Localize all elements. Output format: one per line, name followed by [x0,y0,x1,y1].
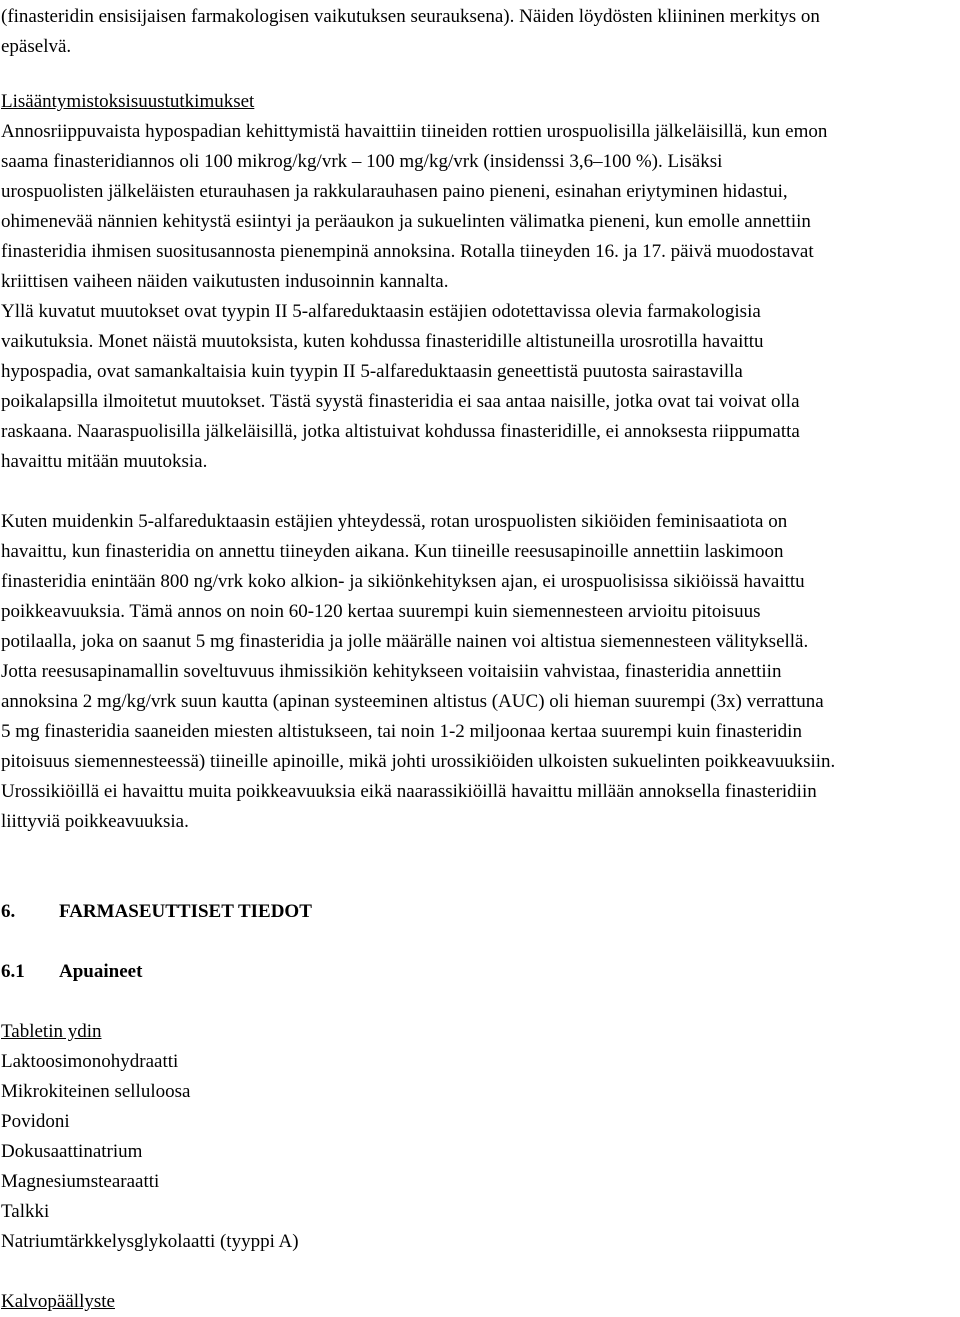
reproductive-line-3: urospuolisten jälkeläisten eturauhasen ja rakkularauhasen paino pieneni, esinahan eriytyminen hidastui, [1,181,788,202]
paragraph2-line-5: potilaalla, joka on saanut 5 mg finasteridia ja jolle määrälle nainen voi altistua siemennesteen välityksellä. [1,631,809,652]
paragraph2-line-11: liittyviä poikkeavuuksia. [1,811,189,832]
reproductive-line-1: Annosriippuvaista hypospadian kehittymistä havaittiin tiineiden rottien urospuolisilla jälkeläisillä, kun emon [1,121,828,142]
section-6-title: FARMASEUTTISET TIEDOT [59,901,312,922]
intro-line-1: (finasteridin ensisijaisen farmakologisen vaikutuksen seurauksena). Näiden löydösten kliininen merkitys on [1,6,820,27]
reproductive-line-5: finasteridia ihmisen suositusannosta pienempinä annoksina. Rotalla tiineyden 16. ja 17. päivä muodostavat [1,241,814,262]
reproductive-line-7: Yllä kuvatut muutokset ovat tyypin II 5-alfareduktaasin estäjien odotettavissa olevia farmakologisia [1,301,761,322]
intro-line-2: epäselvä. [1,36,72,57]
paragraph2-line-10: Urossikiöillä ei havaittu muita poikkeavuuksia eikä naarassikiöillä havaittu millään annoksella finasteridiin [1,781,817,802]
reproductive-line-4: ohimenevää nännien kehitystä esiintyi ja peräaukon ja sukuelinten välimatka pieneni, kun emolle annettiin [1,211,811,232]
excipient-item: Mikrokiteinen selluloosa [1,1081,191,1102]
reproductive-line-2: saama finasteridiannos oli 100 mikrog/kg/vrk – 100 mg/kg/vrk (insidenssi 3,6–100 %). Lisäksi [1,151,723,172]
reproductive-toxicity-heading: Lisääntymistoksisuustutkimukset [1,91,255,112]
section-6-1-number: 6.1 [1,961,25,982]
paragraph2-line-1: Kuten muidenkin 5-alfareduktaasin estäjien yhteydessä, rotan urospuolisten sikiöiden feminisaatiota on [1,511,788,532]
excipient-item: Laktoosimonohydraatti [1,1051,179,1072]
paragraph2-line-3: finasteridia enintään 800 ng/vrk koko alkion- ja sikiönkehityksen ajan, ei urospuolisissa sikiöissä havaittu [1,571,805,592]
paragraph2-line-7: annoksina 2 mg/kg/vrk suun kautta (apinan systeeminen altistus (AUC) oli hieman suurempi (3x) verrattuna [1,691,824,712]
excipient-item: Dokusaattinatrium [1,1141,143,1162]
paragraph2-line-9: pitoisuus siemennesteessä) tiineille apinoille, mikä johti urossikiöiden ulkoisten sukuelinten poikkeavuuksiin. [1,751,836,772]
reproductive-line-6: kriittisen vaiheen näiden vaikutusten indusoinnin kannalta. [1,271,449,292]
paragraph2-line-4: poikkeavuuksia. Tämä annos on noin 60-120 kertaa suurempi kuin siemennesteen arvioitu pitoisuus [1,601,761,622]
reproductive-line-12: havaittu mitään muutoksia. [1,451,208,472]
excipient-item: Natriumtärkkelysglykolaatti (tyyppi A) [1,1231,299,1252]
reproductive-line-8: vaikutuksia. Monet näistä muutoksista, kuten kohdussa finasteridille altistuneilla urosrotilla havaittu [1,331,764,352]
reproductive-line-10: poikalapsilla ilmoitetut muutokset. Tästä syystä finasteridia ei saa antaa naisille, jotka ovat tai voivat olla [1,391,800,412]
paragraph2-line-6: Jotta reesusapinamallin soveltuvuus ihmissikiön kehitykseen voitaisiin vahvistaa, finasteridia annettiin [1,661,782,682]
section-6-number: 6. [1,901,16,922]
tablet-core-heading: Tabletin ydin [1,1021,102,1042]
reproductive-line-11: raskaana. Naaraspuolisilla jälkeläisillä, jotka altistuivat kohdussa finasteridille, ei annoksesta riippumatta [1,421,800,442]
section-6-heading [1,897,312,927]
excipient-item: Talkki [1,1201,50,1222]
reproductive-line-9: hypospadia, ovat samankaltaisia kuin tyypin II 5-alfareduktaasin geneettistä puutosta sairastavilla [1,361,743,382]
section-6-1-title: Apuaineet [59,961,143,982]
excipient-item: Povidoni [1,1111,70,1132]
section-6-1-heading [1,957,142,987]
excipient-item: Magnesiumstearaatti [1,1171,160,1192]
coating-heading: Kalvopäällyste [1,1291,115,1312]
paragraph2-line-8: 5 mg finasteridia saaneiden miesten altistukseen, tai noin 1-2 miljoonaa kertaa suurempi kuin finasteridin [1,721,802,742]
paragraph2-line-2: havaittu, kun finasteridia on annettu tiineyden aikana. Kun tiineille reesusapinoille annettiin laskimoon [1,541,784,562]
